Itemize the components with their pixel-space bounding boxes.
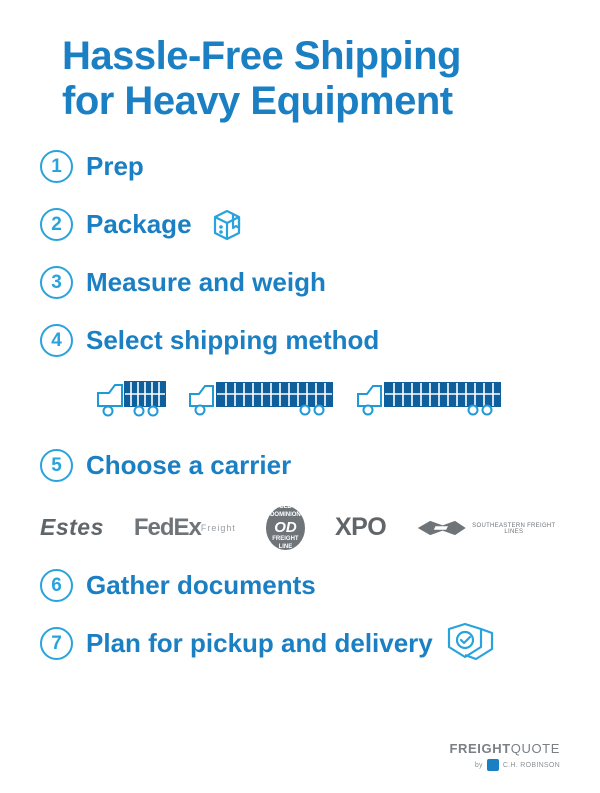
list-item [40, 196, 560, 254]
carrier-logos [40, 505, 560, 551]
step-6-row [40, 557, 316, 615]
step-label: Measure and weigh [86, 267, 326, 298]
old-dominion-top: OLD DOMINION [270, 504, 301, 518]
carrier-logo-xpo: XPO [334, 513, 387, 542]
carrier-logo-estes: Estes [40, 514, 104, 541]
freightquote-wordmark [450, 741, 561, 756]
truck-icons [40, 376, 560, 427]
step-4-row [40, 312, 379, 370]
list-item [40, 254, 560, 312]
fedex-wordmark: FedEx [133, 513, 201, 541]
by-label: by [474, 761, 483, 769]
package-box-icon [202, 203, 250, 247]
step-number: 2 [40, 208, 73, 241]
step-2-row [40, 196, 250, 254]
sefl-subtext: SOUTHEASTERN FREIGHT LINES [472, 522, 556, 535]
old-dominion-bottom: FREIGHT LINE [272, 536, 299, 550]
carrier-logo-sefl [416, 517, 560, 539]
carrier-logo-fedex [133, 513, 236, 541]
shipping-methods-row [40, 376, 560, 427]
shield-check-icon [443, 619, 501, 669]
step-number: 7 [40, 627, 73, 660]
sefl-mark-icon [416, 517, 467, 539]
list-item [40, 437, 560, 495]
step-number: 3 [40, 266, 73, 299]
step-label: Package [86, 209, 192, 240]
step-5-row [40, 437, 291, 495]
parent-company-name: C.H. ROBINSON [502, 761, 560, 769]
step-number: 4 [40, 324, 73, 357]
page-title [62, 34, 560, 124]
box-truck-icon [95, 376, 169, 427]
parent-company [450, 759, 561, 771]
step-7-row [40, 615, 501, 673]
list-item [40, 615, 560, 673]
carrier-logo-old-dominion [266, 506, 305, 550]
footer-branding [450, 741, 561, 771]
list-item [40, 312, 560, 370]
step-label: Prep [86, 151, 144, 182]
title-line-2: for Heavy Equipment [62, 78, 453, 123]
fedex-subtext: Freight [200, 522, 236, 533]
title-line-1: Hassle-Free Shipping [62, 34, 461, 78]
semi-trailer-ltl-icon [187, 376, 337, 427]
step-label: Plan for pickup and delivery [86, 628, 433, 659]
step-number: 1 [40, 150, 73, 183]
carriers-row [40, 505, 560, 551]
step-label: Choose a carrier [86, 450, 292, 481]
list-item [40, 557, 560, 615]
step-label: Select shipping method [86, 325, 380, 356]
step-label: Gather documents [86, 570, 316, 601]
step-3-row [40, 254, 326, 312]
semi-trailer-ftl-icon [355, 376, 505, 427]
brand-light: QUOTE [510, 741, 560, 756]
step-number: 5 [40, 449, 73, 482]
step-number: 6 [40, 569, 73, 602]
step-1-row [40, 138, 144, 196]
brand-bold: FREIGHT [449, 741, 511, 756]
old-dominion-monogram: OD [274, 519, 297, 537]
list-item [40, 138, 560, 196]
ch-robinson-logo-icon [487, 759, 499, 771]
steps-list [40, 138, 560, 673]
